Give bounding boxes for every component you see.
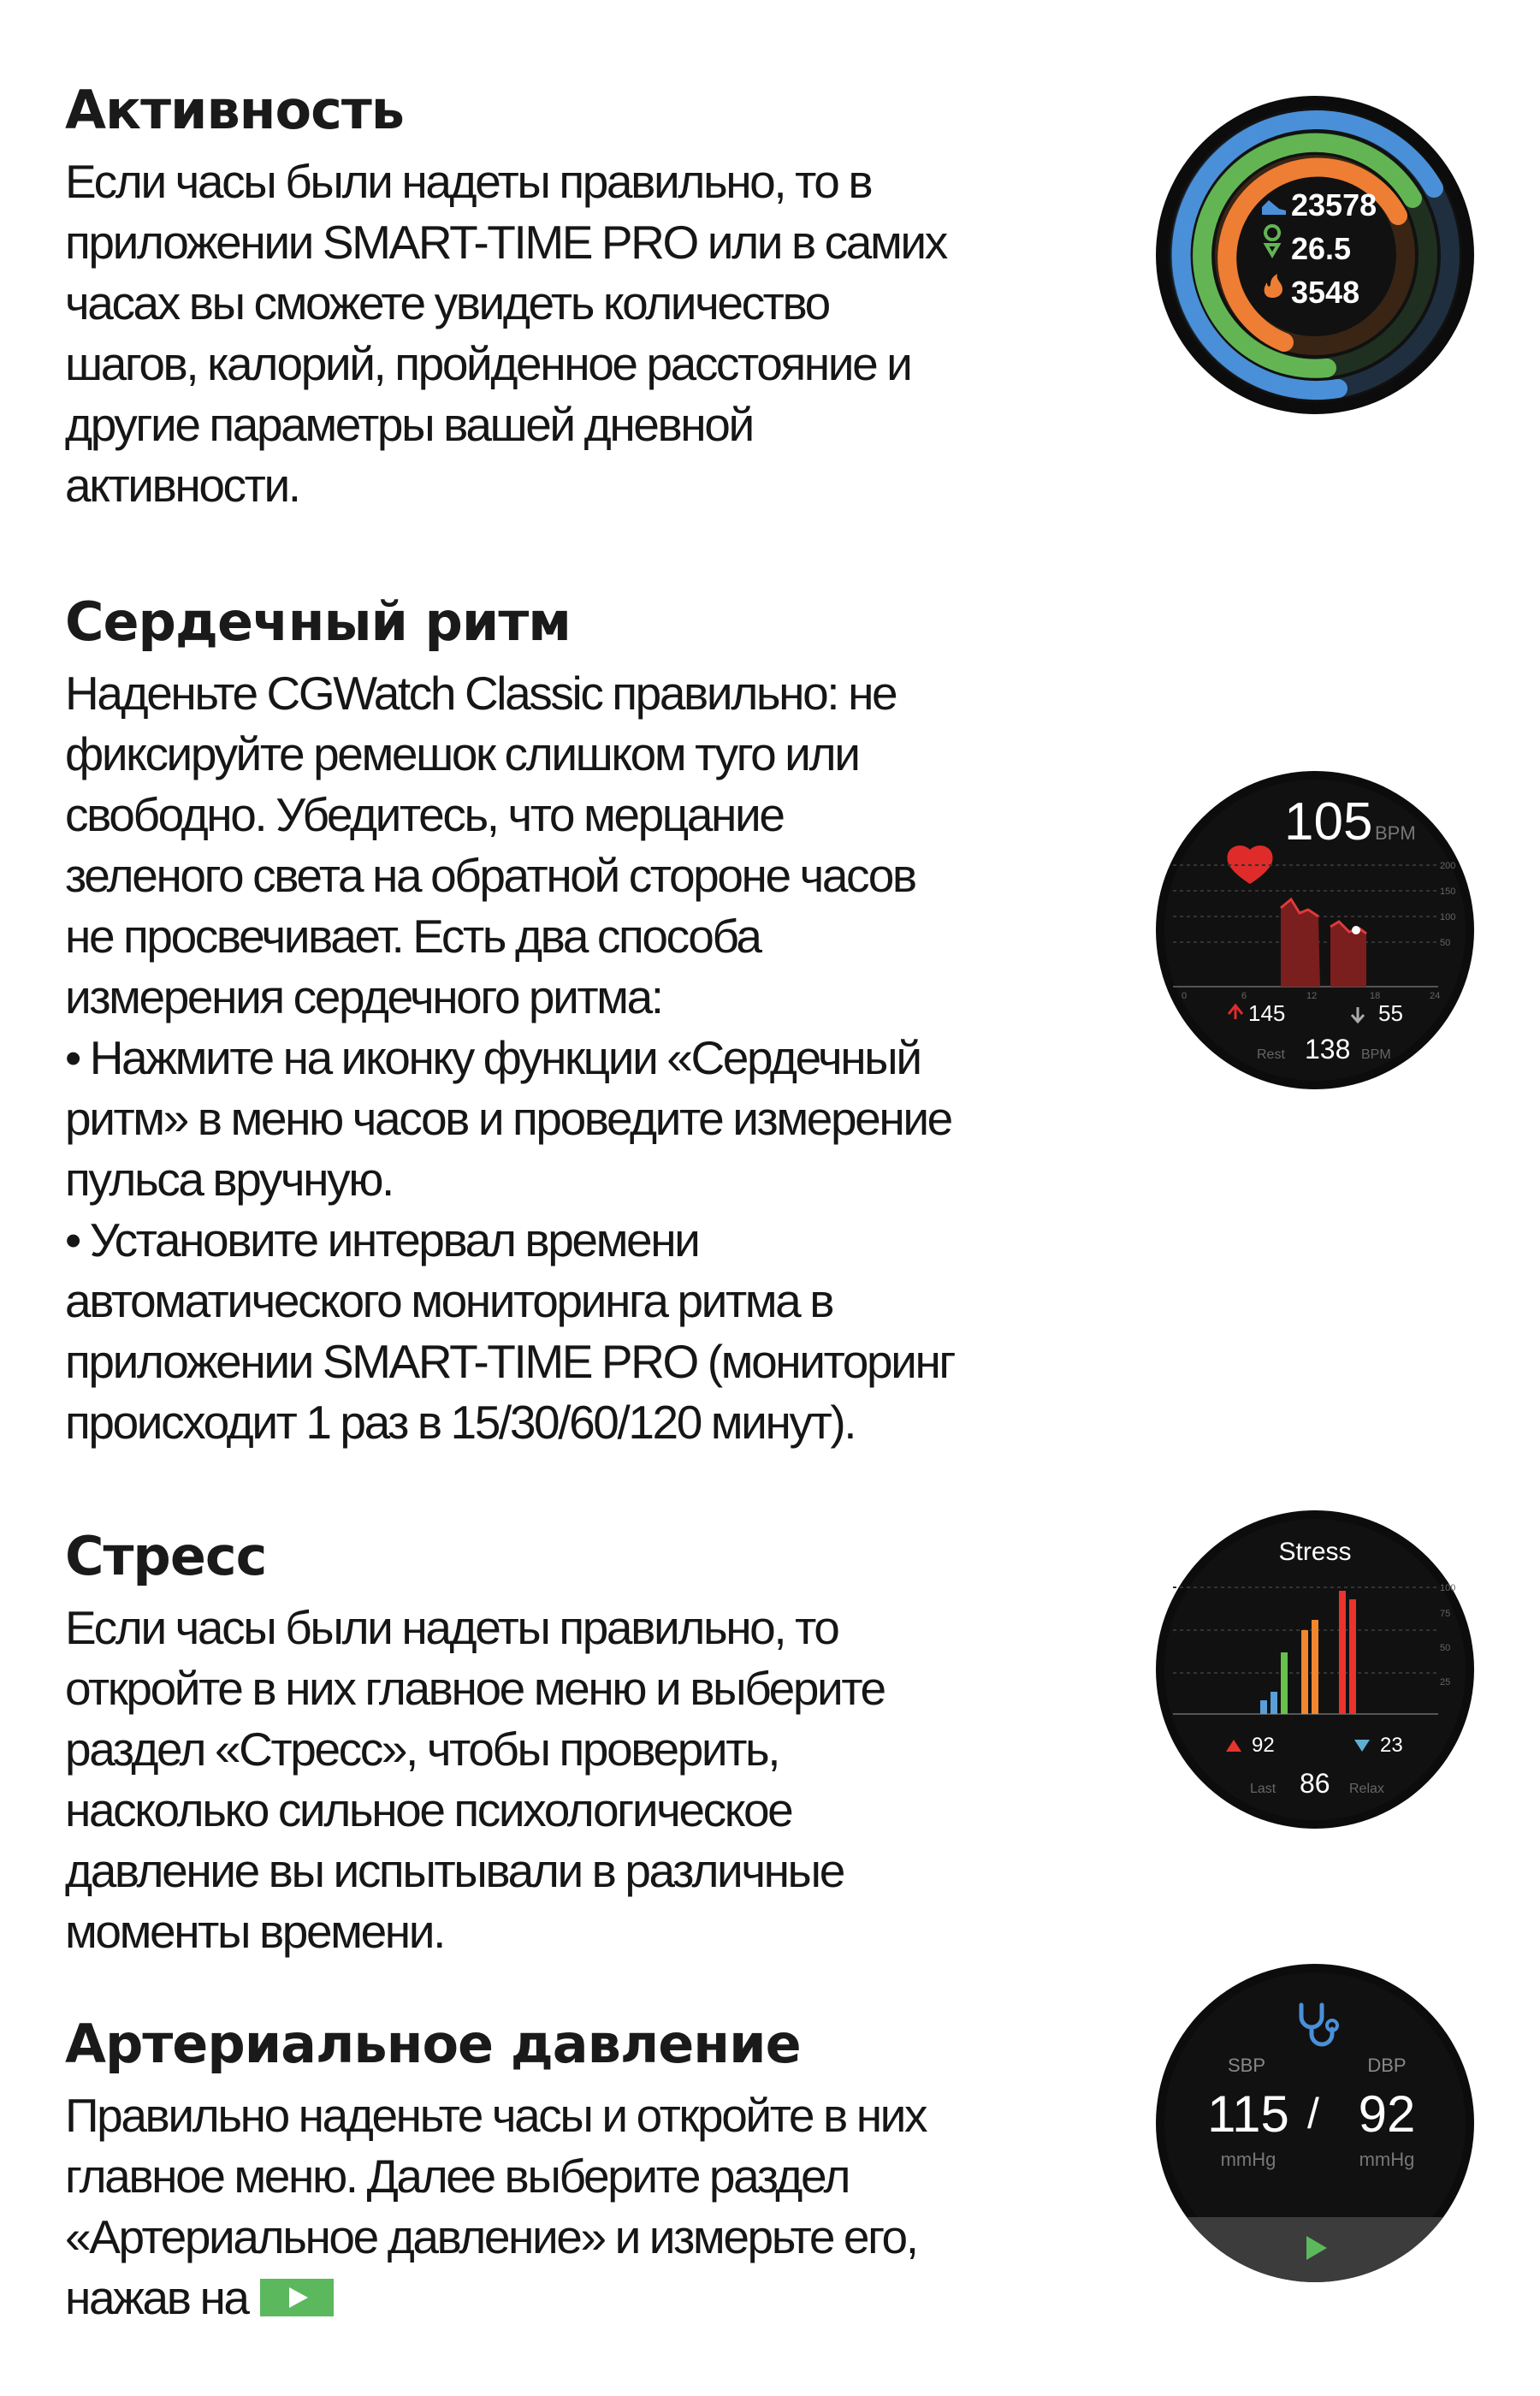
steps-value: 23578 bbox=[1291, 187, 1377, 222]
stress-watch bbox=[1156, 1510, 1474, 1829]
y-tick: 25 bbox=[1440, 1677, 1451, 1687]
activity-section bbox=[65, 79, 946, 516]
text-line: давление вы испытывали в различные bbox=[65, 1844, 844, 1897]
text-line: часах вы сможете увидеть количество bbox=[65, 276, 829, 329]
rest-unit: BPM bbox=[1361, 1047, 1391, 1062]
heart-heading: Сердечный ритм bbox=[65, 590, 571, 653]
text-line: откройте в них главное меню и выберите bbox=[65, 1662, 885, 1715]
text-line: другие параметры вашей дневной bbox=[65, 398, 753, 451]
bpm-unit: BPM bbox=[1375, 822, 1416, 844]
relax-label: Relax bbox=[1349, 1782, 1384, 1796]
stress-bar bbox=[1270, 1692, 1277, 1714]
distance-value: 26.5 bbox=[1291, 231, 1352, 266]
heart-text bbox=[65, 663, 954, 1453]
activity-text bbox=[65, 151, 946, 516]
rest-value: 138 bbox=[1305, 1034, 1351, 1065]
y-tick: 50 bbox=[1440, 1643, 1451, 1653]
pressure-section bbox=[65, 2013, 926, 2328]
activity-watch bbox=[1156, 96, 1474, 414]
text-line: Если часы были надеты правильно, то в bbox=[65, 155, 872, 208]
text-line: насколько сильное психологическое bbox=[65, 1783, 792, 1836]
text-line: фиксируйте ремешок слишком туго или bbox=[65, 727, 859, 780]
text-line: • Нажмите на иконку функции «Сердечный bbox=[65, 1031, 921, 1084]
text-line: не просвечивает. Есть два способа bbox=[65, 910, 761, 963]
stress-bar bbox=[1301, 1630, 1308, 1714]
text-line: происходит 1 раз в 15/30/60/120 минут). bbox=[65, 1396, 856, 1449]
calories-value: 3548 bbox=[1291, 275, 1360, 310]
text-line: приложении SMART-TIME PRO (мониторинг bbox=[65, 1335, 955, 1388]
max-bpm: 145 bbox=[1248, 1000, 1286, 1026]
text-line: «Артериальное давление» и измерьте его, bbox=[65, 2210, 917, 2263]
stress-bar bbox=[1281, 1652, 1288, 1714]
min-bpm: 55 bbox=[1378, 1000, 1403, 1026]
stress-low: 23 bbox=[1380, 1734, 1403, 1757]
text-line: Если часы были надеты правильно, то bbox=[65, 1601, 838, 1654]
dbp-label: DBP bbox=[1367, 2055, 1407, 2076]
play-button-icon bbox=[260, 2279, 334, 2316]
activity-heading: Активность bbox=[65, 79, 404, 141]
text-line: автоматического мониторинга ритма в bbox=[65, 1274, 833, 1327]
heart-rate-watch bbox=[1156, 771, 1474, 1089]
text-line: раздел «Стресс», чтобы проверить, bbox=[65, 1723, 779, 1776]
stress-high: 92 bbox=[1252, 1734, 1275, 1757]
text-line: ритм» в меню часов и проведите измерение bbox=[65, 1092, 951, 1145]
sbp-unit: mmHg bbox=[1220, 2149, 1276, 2170]
pressure-heading: Артериальное давление bbox=[65, 2013, 801, 2075]
text-line: • Установите интервал времени bbox=[65, 1213, 699, 1266]
last-label: Last bbox=[1250, 1782, 1276, 1796]
current-point bbox=[1352, 926, 1360, 934]
x-tick: 0 bbox=[1182, 991, 1188, 1001]
blood-pressure-watch bbox=[1156, 1964, 1474, 2282]
x-tick: 18 bbox=[1370, 991, 1381, 1001]
text-line: шагов, калорий, пройденное расстояние и bbox=[65, 337, 911, 390]
stress-heading: Стресс bbox=[65, 1525, 267, 1587]
text-line-last bbox=[65, 2268, 926, 2328]
pressure-text bbox=[65, 2085, 926, 2328]
text-line: Правильно наденьте часы и откройте в них bbox=[65, 2089, 927, 2142]
heart-section bbox=[65, 590, 954, 1453]
text-line: зеленого света на обратной стороне часов bbox=[65, 849, 915, 902]
y-tick: 50 bbox=[1440, 938, 1451, 948]
y-tick: 100 bbox=[1440, 1583, 1456, 1593]
stress-section bbox=[65, 1525, 885, 1962]
text-line: активности. bbox=[65, 459, 299, 512]
y-tick: 150 bbox=[1440, 887, 1456, 897]
stress-title: Stress bbox=[1278, 1538, 1352, 1566]
y-tick: 100 bbox=[1440, 912, 1456, 922]
sbp-value: 115 bbox=[1207, 2085, 1289, 2143]
text-line: главное меню. Далее выберите раздел bbox=[65, 2150, 850, 2203]
text-line: Наденьте CGWatch Classic правильно: не bbox=[65, 667, 897, 720]
dbp-unit: mmHg bbox=[1359, 2149, 1415, 2170]
bp-separator: / bbox=[1307, 2090, 1319, 2138]
text-line: измерения сердечного ритма: bbox=[65, 970, 662, 1023]
bpm-value: 105 bbox=[1284, 792, 1373, 851]
stress-bar bbox=[1349, 1599, 1356, 1714]
x-tick: 6 bbox=[1241, 991, 1247, 1001]
x-tick: 24 bbox=[1430, 991, 1441, 1001]
stress-bar bbox=[1339, 1591, 1346, 1714]
text-line: моменты времени. bbox=[65, 1905, 444, 1958]
last-value: 86 bbox=[1300, 1768, 1330, 1799]
text-line: свободно. Убедитесь, что мерцание bbox=[65, 788, 784, 841]
x-tick: 12 bbox=[1306, 991, 1318, 1001]
text-line: приложении SMART-TIME PRO или в самих bbox=[65, 216, 946, 269]
stress-bar bbox=[1312, 1620, 1318, 1714]
sbp-label: SBP bbox=[1227, 2055, 1266, 2076]
stress-text bbox=[65, 1598, 885, 1962]
text-line: пульса вручную. bbox=[65, 1153, 393, 1206]
text-line: нажав на bbox=[65, 2271, 248, 2324]
dbp-value: 92 bbox=[1358, 2085, 1416, 2143]
stress-bar bbox=[1260, 1700, 1267, 1714]
y-tick: 200 bbox=[1440, 861, 1456, 871]
y-tick: 75 bbox=[1440, 1609, 1451, 1619]
rest-label: Rest bbox=[1257, 1047, 1285, 1062]
